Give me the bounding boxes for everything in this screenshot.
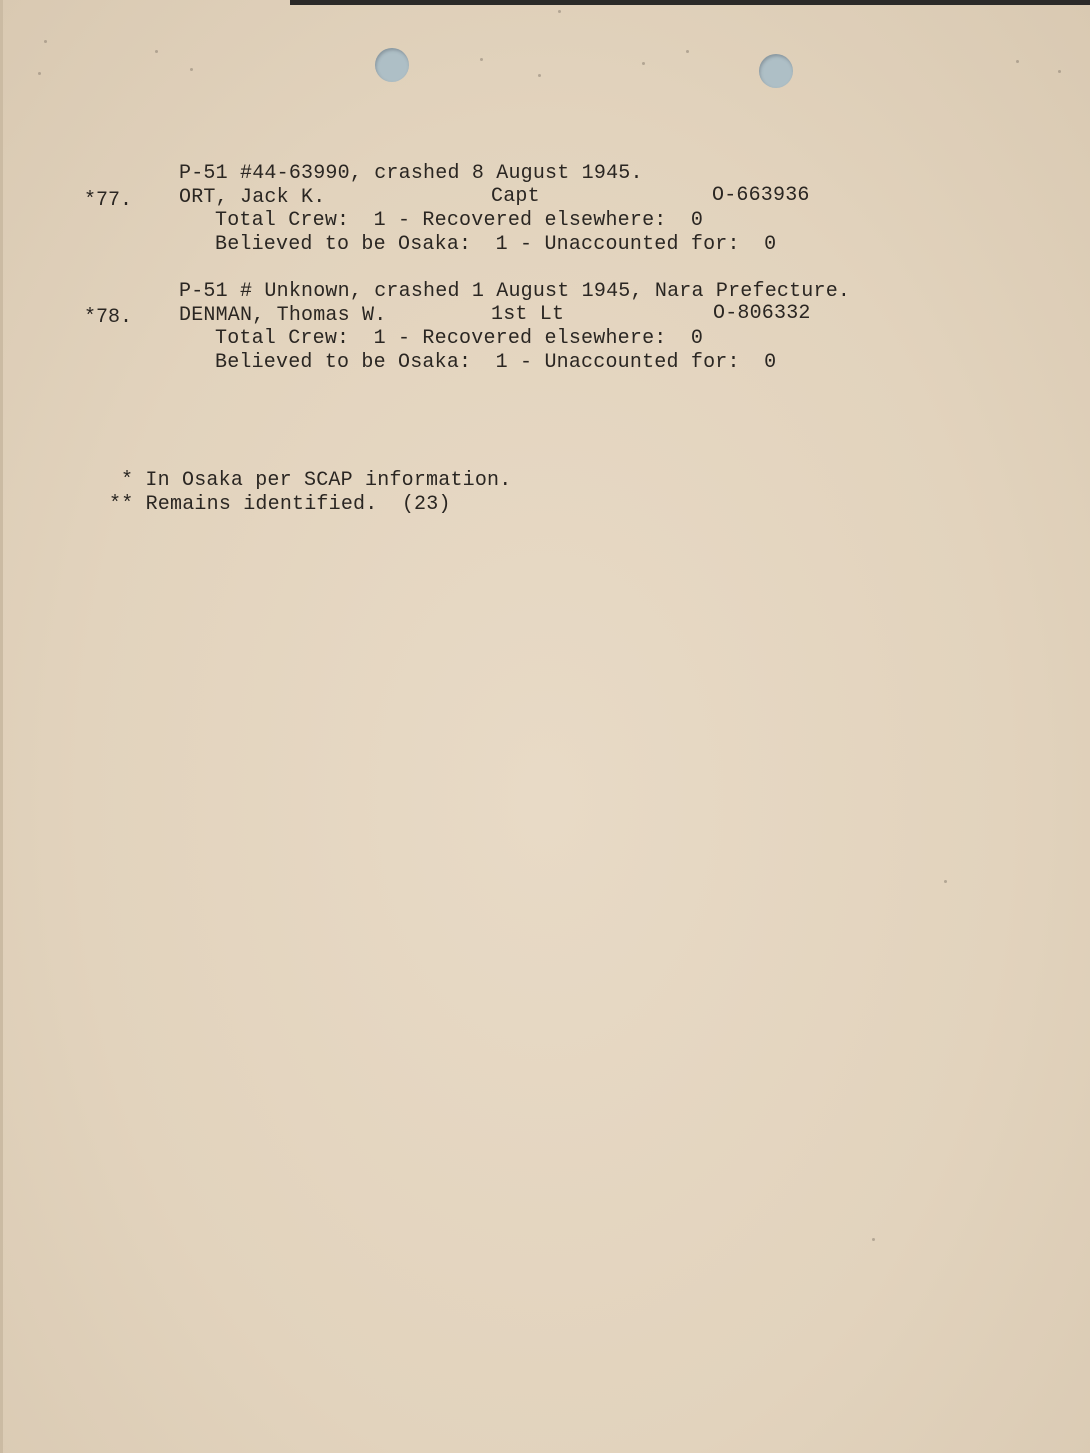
punch-hole-right (759, 54, 793, 88)
paper-speck (44, 40, 47, 43)
paper-speck (872, 1238, 875, 1241)
paper-speck (686, 50, 689, 53)
paper-speck (642, 62, 645, 65)
crew-member-name: DENMAN, Thomas W. (179, 304, 387, 327)
crew-member-rank: Capt (491, 185, 540, 208)
believed-location-line: Believed to be Osaka: 1 - Unaccounted for: 0 (215, 351, 777, 374)
paper-speck (538, 74, 541, 77)
entry-number: *77. (84, 189, 133, 212)
paper-speck (155, 50, 158, 53)
total-crew-line: Total Crew: 1 - Recovered elsewhere: 0 (215, 209, 704, 232)
paper-speck (190, 68, 193, 71)
crew-member-serial: O-806332 (713, 302, 811, 325)
total-crew-line: Total Crew: 1 - Recovered elsewhere: 0 (215, 327, 704, 350)
punch-hole-left (375, 48, 409, 82)
aircraft-line: P-51 # Unknown, crashed 1 August 1945, Nara Prefecture. (179, 280, 851, 303)
aircraft-line: P-51 #44-63990, crashed 8 August 1945. (179, 162, 643, 185)
paper-speck (480, 58, 483, 61)
believed-location-line: Believed to be Osaka: 1 - Unaccounted for: 0 (215, 233, 777, 256)
crew-member-serial: O-663936 (712, 184, 810, 207)
paper-speck (558, 10, 561, 13)
footnote-osaka: * In Osaka per SCAP information. (121, 469, 512, 492)
entry-number: *78. (84, 306, 133, 329)
page-top-edge (290, 0, 1090, 5)
crew-member-name: ORT, Jack K. (179, 186, 326, 209)
paper-speck (38, 72, 41, 75)
paper-speck (1016, 60, 1019, 63)
footnote-remains: ** Remains identified. (23) (109, 493, 451, 516)
page-left-edge (0, 0, 3, 1453)
paper-speck (944, 880, 947, 883)
crew-member-rank: 1st Lt (491, 303, 565, 326)
paper-speck (1058, 70, 1061, 73)
